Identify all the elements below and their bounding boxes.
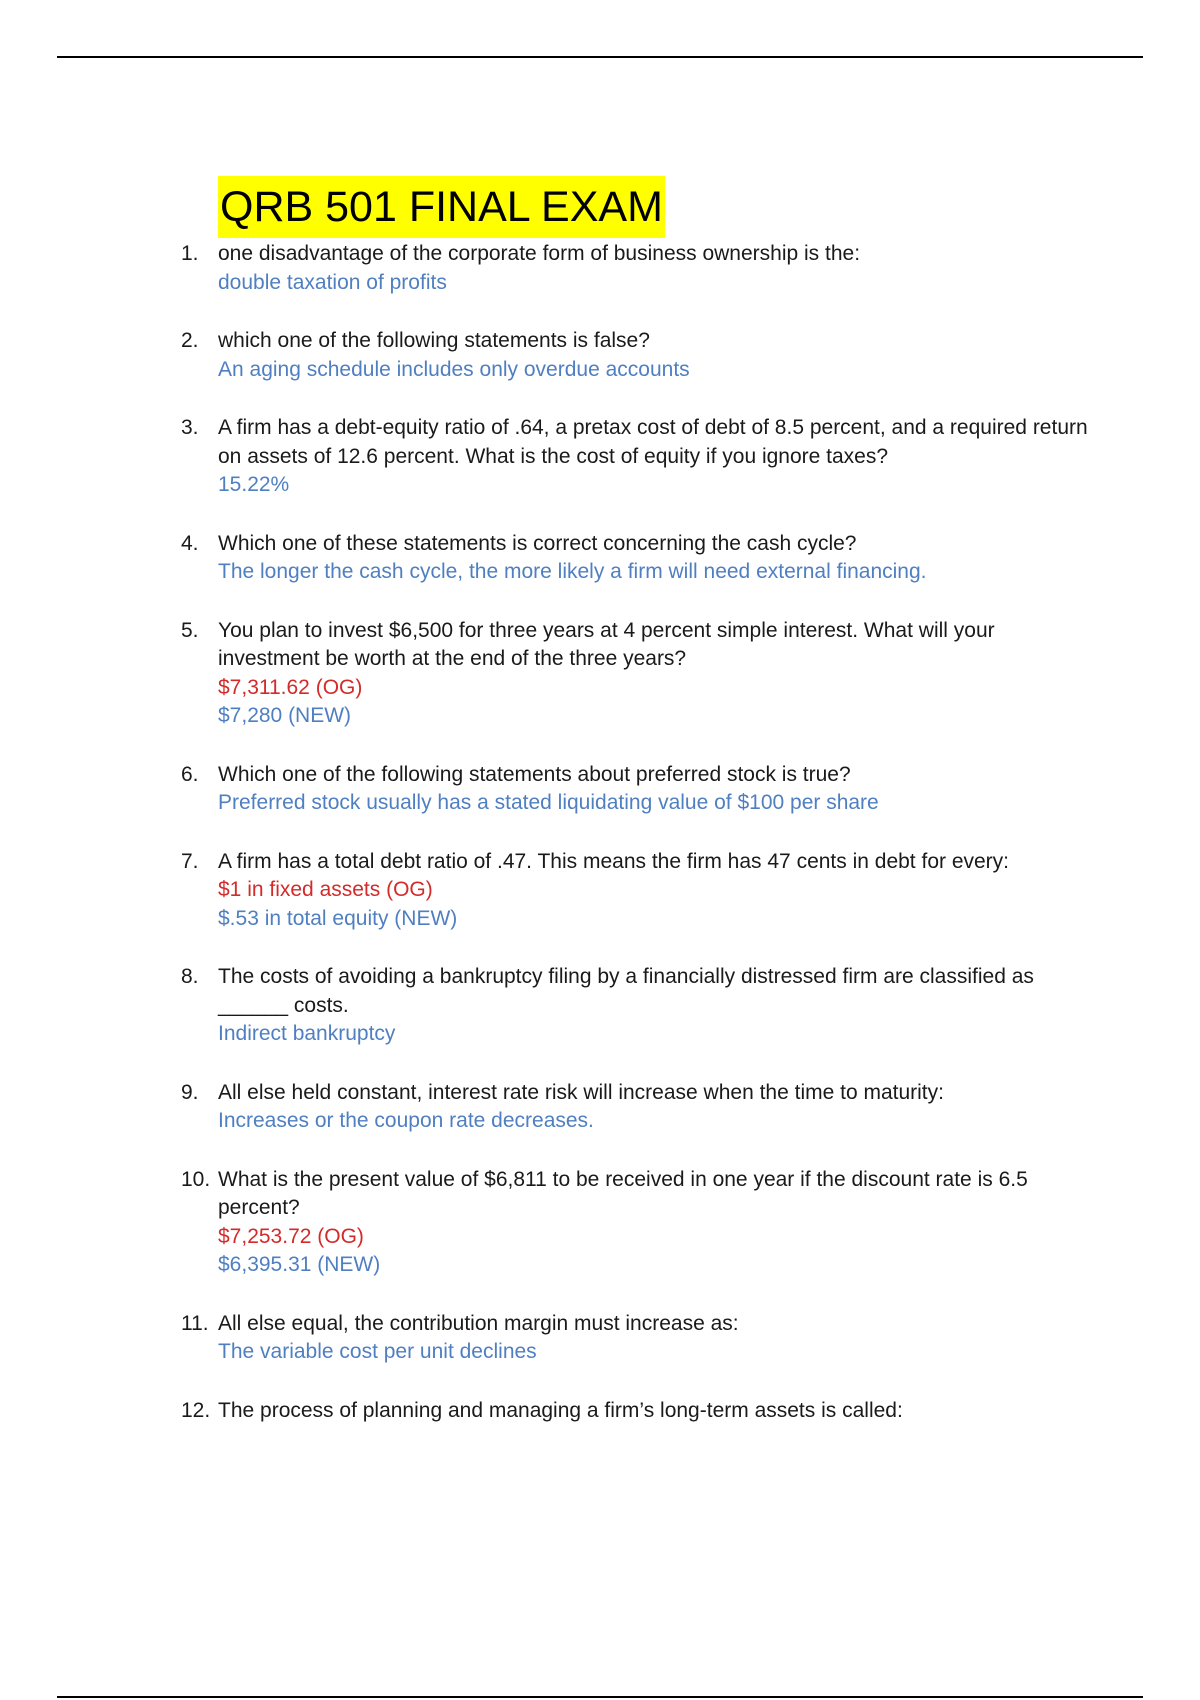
top-rule [57, 56, 1143, 58]
question-text: A firm has a total debt ratio of .47. This means the firm has 47 cents in debt for every: [218, 849, 1010, 873]
question-text: The costs of avoiding a bankruptcy filing by a financially distressed firm are classified as ______ costs. [218, 965, 1034, 1017]
question-text: All else held constant, interest rate risk will increase when the time to maturity: [218, 1080, 944, 1104]
answer-text: Preferred stock usually has a stated liquidating value of $100 per share [218, 791, 879, 814]
question-text: The process of planning and managing a firm’s long-term assets is called: [218, 1398, 903, 1422]
answer-new-text: $6,395.31 (NEW) [218, 1253, 381, 1276]
question-item-4 [0, 530, 1090, 587]
question-number: 10. [181, 1167, 211, 1191]
question-number: 7. [181, 849, 199, 873]
answer-og-text: $7,253.72 (OG) [218, 1224, 364, 1248]
answer-text: Indirect bankruptcy [218, 1022, 396, 1045]
question-text: You plan to invest $6,500 for three years at 4 percent simple interest. What will your investment be worth at the end of the three years? [218, 618, 995, 670]
answer-text: The variable cost per unit declines [218, 1340, 537, 1363]
question-text: All else equal, the contribution margin must increase as: [218, 1311, 739, 1335]
question-number: 1. [181, 242, 199, 265]
question-item-3 [0, 414, 1090, 500]
answer-text: 15.22% [218, 473, 290, 496]
question-number: 12. [181, 1398, 211, 1422]
answer-text: The longer the cash cycle, the more likely a firm will need external financing. [218, 560, 927, 583]
question-text: A firm has a debt-equity ratio of .64, a pretax cost of debt of 8.5 percent, and a required return on assets of 12.6 percent. What is the cost of equity if you ignore taxes? [218, 416, 1088, 468]
question-item-9 [0, 1079, 1090, 1136]
exam-title: QRB 501 FINAL EXAM [218, 176, 665, 238]
question-text: one disadvantage of the corporate form of business ownership is the: [218, 242, 861, 265]
question-number: 9. [181, 1080, 199, 1104]
question-number: 4. [181, 531, 199, 555]
question-number: 8. [181, 965, 199, 988]
question-item-10 [0, 1166, 1090, 1280]
question-text: Which one of the following statements about preferred stock is true? [218, 762, 851, 786]
question-list [0, 240, 1200, 1425]
answer-text: Increases or the coupon rate decreases. [218, 1109, 594, 1132]
question-number: 2. [181, 329, 199, 352]
question-number: 3. [181, 416, 199, 439]
answer-text: double taxation of profits [218, 270, 447, 294]
answer-og-text: $1 in fixed assets (OG) [218, 878, 433, 901]
answer-new-text: $7,280 (NEW) [218, 704, 352, 727]
question-item-7 [0, 848, 1090, 934]
question-item-12 [0, 1397, 1090, 1426]
question-text: Which one of these statements is correct concerning the cash cycle? [218, 531, 857, 555]
question-number: 5. [181, 618, 199, 642]
question-item-8 [0, 963, 1090, 1049]
question-text: What is the present value of $6,811 to be received in one year if the discount rate is 6.5 percent? [218, 1167, 1028, 1219]
answer-new-text: $.53 in total equity (NEW) [218, 906, 458, 930]
question-item-11 [0, 1310, 1090, 1367]
question-item-1 [0, 240, 1090, 297]
bottom-rule [57, 1696, 1143, 1698]
question-number: 11. [181, 1311, 209, 1335]
question-text: which one of the following statements is false? [218, 329, 650, 352]
question-item-6 [0, 761, 1090, 818]
answer-og-text: $7,311.62 (OG) [218, 675, 363, 699]
question-number: 6. [181, 762, 199, 786]
answer-text: An aging schedule includes only overdue accounts [218, 357, 690, 381]
question-item-2 [0, 327, 1090, 384]
question-item-5 [0, 617, 1090, 731]
